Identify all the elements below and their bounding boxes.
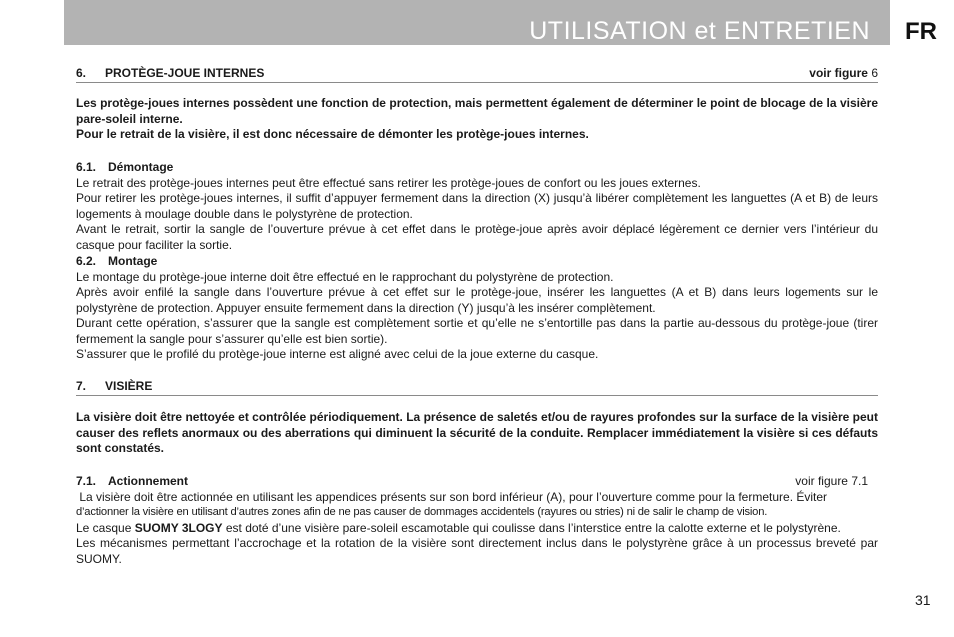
figure-reference: voir figure 7.1 (795, 474, 868, 488)
figure-ref-label: voir figure (809, 66, 868, 80)
text-segment: Le casque (76, 520, 135, 535)
subsection-6-1 (76, 160, 878, 253)
section-7-intro (76, 410, 878, 457)
subsection-heading (76, 254, 878, 270)
subsection-7-1 (76, 474, 878, 567)
subsection-title: Montage (108, 254, 158, 268)
subsection-heading (76, 160, 878, 176)
subsection-title: Démontage (108, 160, 174, 174)
section-6-intro (76, 96, 878, 143)
paragraph: Le montage du protège-joue interne doit être effectué en le rapprochant du polystyrène de protection. (76, 269, 614, 284)
page-title: UTILISATION et ENTRETIEN (529, 17, 870, 45)
paragraph: Les mécanismes permettant l’accrochage et la rotation de la visière sont directement inclus dans le polystyrène grâce à un processus breveté par SUOMY. (76, 536, 878, 566)
section-title: PROTÈGE-JOUE INTERNES (105, 66, 265, 80)
text-segment: est doté d’une visière pare-soleil escamotable qui coulisse dans l’interstice entre la calotte externe et le polystyrène. (222, 520, 841, 535)
section-title: VISIÈRE (105, 379, 153, 393)
section-7-heading (76, 379, 878, 396)
subsection-number: 6.2. (76, 254, 97, 268)
subsection-number: 6.1. (76, 160, 97, 174)
figure-ref-number: 6 (871, 66, 878, 80)
subsection-title: Actionnement (108, 474, 189, 488)
paragraph: Durant cette opération, s’assurer que la sangle est complètement sortie et qu’elle ne s’entortille pas dans la partie au-dessous du protège-joue (tirer fermement la sangle pour s’assurer qu’elle est bien sortie). (76, 316, 878, 346)
intro-paragraph: Les protège-joues internes possèdent une fonction de protection, mais permettent également de déterminer le point de blocage de la visière pare-soleil interne. (76, 96, 878, 126)
language-tag: FR (905, 18, 937, 45)
paragraph: Pour retirer les protège-joues internes, il suffit d’appuyer fermement dans la direction (X) jusqu’à libérer complètement les languettes (A et B) de leurs logements à moulage double dans le polystyrène de protection. (76, 191, 878, 221)
paragraph: La visière doit être actionnée en utilisant les appendices présents sur son bord inférieur (A), pour l’ouverture comme pour la fermeture. Éviter (76, 489, 828, 504)
intro-paragraph: La visière doit être nettoyée et contrôlée périodiquement. La présence de saletés et/ou de rayures profondes sur la surface de la visière peut causer des reflets anormaux ou des aberrations qui diminuent la sécurité de la conduite. Remplacer immédiatement la visière si ces défauts sont constatés. (76, 410, 878, 455)
section-6-heading (76, 66, 878, 83)
section-number: 7. (76, 379, 87, 393)
header-bar (64, 0, 890, 45)
paragraph (76, 521, 878, 537)
subsection-number: 7.1. (76, 474, 97, 488)
subsection-6-2 (76, 254, 878, 363)
brand-name: SUOMY 3LOGY (134, 520, 223, 535)
subsection-heading (76, 474, 878, 490)
figure-reference (809, 66, 878, 80)
paragraph: S’assurer que le profilé du protège-joue interne est aligné avec celui de la joue externe du casque. (76, 347, 599, 361)
paragraph: Après avoir enfilé la sangle dans l’ouverture prévue à cet effet sur le protège-joue, insérer les languettes (A et B) dans leurs logements sur le polystyrène de protection. Appuyer ensuite fermement dans la direction (Y) jusqu’à les insérer complètement. (76, 285, 878, 315)
section-number: 6. (76, 66, 87, 80)
paragraph: Le retrait des protège-joues internes peut être effectué sans retirer les protège-joues de confort ou les joues externes. (76, 175, 701, 190)
paragraph: Avant le retrait, sortir la sangle de l’ouverture prévue à cet effet dans le protège-joue après avoir déplacé légèrement ce dernier vers l’intérieur du casque pour faciliter la sortie. (76, 222, 878, 252)
page-number: 31 (915, 592, 931, 608)
paragraph: d’actionner la visière en utilisant d’autres zones afin de ne pas causer de dommages accidentels (rayures ou stries) ni de salir le champ de vision. (76, 506, 768, 518)
intro-paragraph: Pour le retrait de la visière, il est donc nécessaire de démonter les protège-joues internes. (76, 127, 589, 141)
